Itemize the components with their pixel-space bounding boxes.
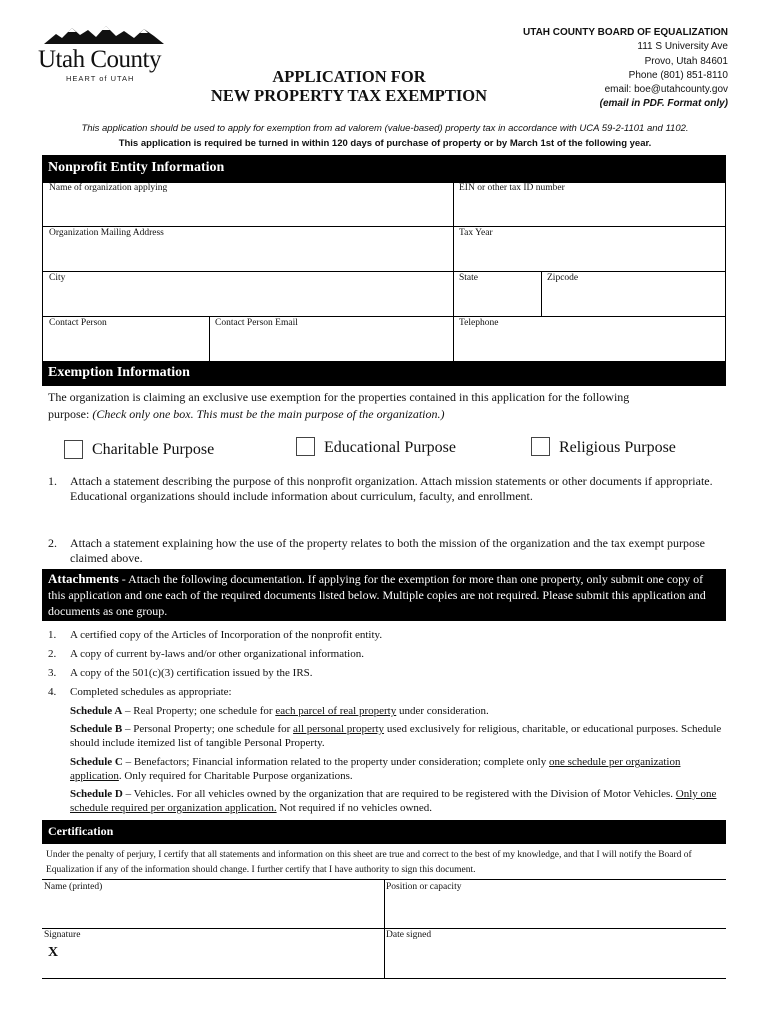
title-line-2: NEW PROPERTY TAX EXEMPTION xyxy=(210,86,488,105)
zipcode-label: Zipcode xyxy=(547,273,579,283)
page-title xyxy=(190,67,508,105)
schedule-c-post: . Only required for Charitable Purpose organizations. xyxy=(118,770,353,782)
state-field[interactable] xyxy=(453,272,541,316)
board-phone: Phone (801) 851-8110 xyxy=(628,69,728,81)
schedule-d-label: Schedule D xyxy=(70,788,123,800)
schedule-b-text: – Personal Property; one schedule for xyxy=(122,723,294,735)
org-name-label: Name of organization applying xyxy=(49,183,168,193)
schedule-c xyxy=(70,755,726,783)
nonprofit-form-grid xyxy=(42,182,726,361)
charitable-checkbox[interactable] xyxy=(64,440,83,459)
schedule-d xyxy=(70,787,726,815)
exemption-heading: Exemption Information xyxy=(42,361,726,386)
title-line-1: APPLICATION FOR xyxy=(272,67,426,86)
attachment-item xyxy=(48,685,728,699)
board-contact-block xyxy=(523,26,728,112)
schedule-c-underline: one schedule per organization application xyxy=(70,756,681,782)
educational-label: Educational Purpose xyxy=(324,439,456,456)
tax-year-label: Tax Year xyxy=(459,228,493,238)
divider xyxy=(42,928,384,929)
schedule-c-label: Schedule C xyxy=(70,756,123,768)
signature-x-mark: X xyxy=(48,945,59,960)
schedule-d-text: – Vehicles. For all vehicles owned by the organization that are required to be registered with the Division of Motor Vehicles. xyxy=(122,788,676,800)
item-number: 3. xyxy=(48,667,57,679)
city-label: City xyxy=(49,273,66,283)
mountains-icon xyxy=(44,24,164,46)
item-number: 2. xyxy=(48,648,57,660)
item-text: A certified copy of the Articles of Incorporation of the nonprofit entity. xyxy=(70,629,383,641)
educational-checkbox[interactable] xyxy=(296,437,315,456)
board-email: email: boe@utahcounty.gov xyxy=(604,84,728,96)
tax-year-field[interactable] xyxy=(453,227,727,271)
exemption-item xyxy=(48,474,728,504)
item-number: 1. xyxy=(48,629,57,641)
logo-title: Utah County xyxy=(38,46,161,73)
schedule-b-label: Schedule B xyxy=(70,723,123,735)
schedule-d-post: Not required if no vehicles owned. xyxy=(276,802,433,814)
contact-person-label: Contact Person xyxy=(49,318,107,328)
form-row-2 xyxy=(43,227,725,272)
schedule-a-post: under consideration. xyxy=(396,705,489,717)
exemption-item xyxy=(48,536,728,566)
contact-person-field[interactable] xyxy=(43,317,209,361)
attachments-text: - Attach the following documentation. If applying for the exemption for more than one property, only submit one copy of this application and one each of the required documents listed below. Multiple copies are not required. Please submit this application and documents as one group. xyxy=(48,572,706,618)
item-number: 1. xyxy=(48,474,57,488)
contact-email-field[interactable] xyxy=(209,317,453,361)
item-number: 2. xyxy=(48,536,57,550)
schedule-d-underline: Only one schedule required per organization application. xyxy=(70,788,717,814)
form-row-1 xyxy=(43,182,725,227)
date-signed-label: Date signed xyxy=(386,930,432,940)
attachments-heading: Attachments xyxy=(48,571,119,586)
exemption-intro-line-2 xyxy=(48,406,728,423)
item-text: Attach a statement explaining how the use of the property relates to both the mission of the organization and the tax exempt purpose claimed above. xyxy=(70,536,705,565)
certification-heading: Certification xyxy=(42,820,726,844)
board-name: UTAH COUNTY BOARD OF EQUALIZATION xyxy=(523,27,728,38)
intro-text xyxy=(30,121,740,151)
signature-grid xyxy=(42,879,726,979)
schedule-a-underline: each parcel of real property xyxy=(275,705,397,717)
purpose-options xyxy=(0,436,770,460)
org-name-field[interactable] xyxy=(43,182,453,226)
attachment-item xyxy=(48,666,728,680)
state-label: State xyxy=(459,273,478,283)
ein-field[interactable] xyxy=(453,182,727,226)
intro-line-1: This application should be used to apply for exemption from ad valorem (value-based) property tax in accordance with UCA 59-2-1101 and 1102. xyxy=(81,123,689,134)
board-address-2: Provo, Utah 84601 xyxy=(644,55,728,67)
item-number: 4. xyxy=(48,686,57,698)
signature-label: Signature xyxy=(44,930,81,940)
name-printed-field[interactable] xyxy=(44,882,382,926)
form-row-3 xyxy=(43,272,725,317)
name-printed-label: Name (printed) xyxy=(44,882,103,892)
attachment-item xyxy=(48,647,728,661)
contact-email-label: Contact Person Email xyxy=(215,318,298,328)
item-text: Attach a statement describing the purpose of this nonprofit organization. Attach mission statements or other documents if appropriate. Educational organizations should include information about curriculum, faculty, and enrollment. xyxy=(70,474,713,503)
mailing-address-field[interactable] xyxy=(43,227,453,271)
schedule-b-underline: all personal property xyxy=(293,723,385,735)
position-field[interactable] xyxy=(386,882,724,926)
telephone-label: Telephone xyxy=(459,318,499,328)
logo-tagline: HEART of UTAH xyxy=(66,74,135,83)
form-row-4 xyxy=(43,317,725,361)
item-text: A copy of the 501(c)(3) certification issued by the IRS. xyxy=(70,667,313,679)
schedule-b-post: used exclusively for religious, charitable, or educational purposes. Schedule should include itemized list of tangible Personal Property. xyxy=(70,723,722,749)
board-address-1: 111 S University Ave xyxy=(637,41,728,53)
date-signed-field[interactable] xyxy=(386,930,724,978)
religious-checkbox[interactable] xyxy=(531,437,550,456)
item-text: Completed schedules as appropriate: xyxy=(70,686,232,698)
religious-label: Religious Purpose xyxy=(559,439,676,456)
exemption-intro-note: (Check only one box. This must be the main purpose of the organization.) xyxy=(92,407,445,421)
schedule-a-text: – Real Property; one schedule for xyxy=(122,705,276,717)
zipcode-field[interactable] xyxy=(541,272,727,316)
exemption-intro-line-1: The organization is claiming an exclusive use exemption for the properties contained in this application for the following xyxy=(48,390,630,404)
item-text: A copy of current by-laws and/or other organizational information. xyxy=(70,648,364,660)
schedule-a xyxy=(70,704,726,718)
attachments-box xyxy=(42,569,726,621)
divider xyxy=(384,928,726,929)
telephone-field[interactable] xyxy=(453,317,727,361)
schedule-c-text: – Benefactors; Financial information related to the property under consideration; complete only xyxy=(122,756,549,768)
ein-label: EIN or other tax ID number xyxy=(459,183,565,193)
mailing-address-label: Organization Mailing Address xyxy=(49,228,164,238)
nonprofit-heading: Nonprofit Entity Information xyxy=(42,155,726,183)
signature-field[interactable] xyxy=(44,930,382,978)
intro-line-2: This application is required be turned in within 120 days of purchase of property or by March 1st of the following year. xyxy=(118,138,652,149)
certification-text: Under the penalty of perjury, I certify that all statements and information on this sheet are true and correct to the best of my knowledge, and that I will notify the Board of Equalization if any of the information should change. I further certify that I have authority to sign this document. xyxy=(46,850,692,875)
attachment-item xyxy=(48,628,728,642)
divider xyxy=(384,880,385,978)
exemption-intro-purpose: purpose: xyxy=(48,407,93,421)
board-email-note: (email in PDF. Format only) xyxy=(599,98,728,110)
city-field[interactable] xyxy=(43,272,453,316)
position-label: Position or capacity xyxy=(386,882,462,892)
utah-county-logo xyxy=(36,24,176,86)
exemption-intro xyxy=(48,389,728,423)
schedule-b xyxy=(70,722,726,750)
charitable-label: Charitable Purpose xyxy=(92,441,215,458)
schedule-a-label: Schedule A xyxy=(70,705,123,717)
